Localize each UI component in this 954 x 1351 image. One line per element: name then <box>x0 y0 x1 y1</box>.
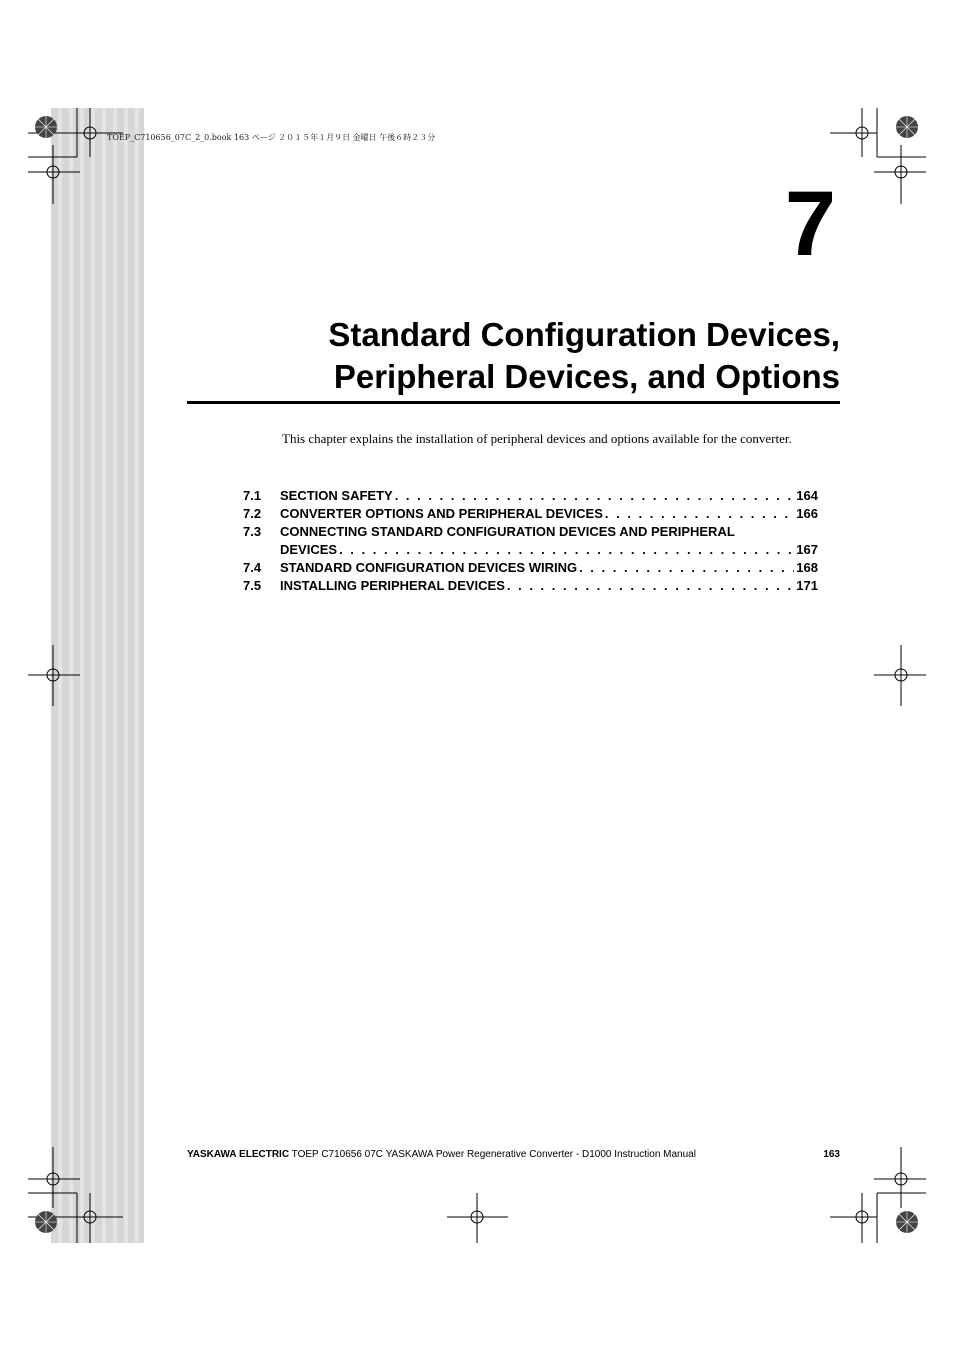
chapter-title <box>328 314 840 398</box>
toc-page: 166 <box>796 506 818 521</box>
chapter-title-line-1: Standard Configuration Devices, <box>328 316 840 353</box>
chapter-intro: This chapter explains the installation of peripheral devices and options available for the converter. <box>282 431 792 446</box>
toc-title: INSTALLING PERIPHERAL DEVICES <box>280 578 505 593</box>
toc-page: 167 <box>796 542 818 557</box>
toc-title: CONNECTING STANDARD CONFIGURATION DEVICES AND PERIPHERAL <box>280 524 735 539</box>
chapter-title-line-2: Peripheral Devices, and Options <box>333 358 840 395</box>
footer-brand: YASKAWA ELECTRIC <box>187 1149 290 1160</box>
toc-leader-dots <box>507 577 794 595</box>
footer-page-number: 163 <box>823 1149 840 1160</box>
toc-title: SECTION SAFETY <box>280 488 393 503</box>
toc-page: 168 <box>796 560 818 575</box>
toc-page: 164 <box>796 488 818 503</box>
toc-number: 7.2 <box>243 506 262 521</box>
toc-leader-dots <box>605 505 794 523</box>
toc-number: 7.1 <box>243 488 262 503</box>
toc-title: STANDARD CONFIGURATION DEVICES WIRING <box>280 560 578 575</box>
toc-leader-dots <box>395 487 795 505</box>
toc-number: 7.4 <box>243 560 262 575</box>
table-of-contents <box>243 487 818 595</box>
toc-number: 7.5 <box>243 578 262 593</box>
toc-entry-7-3[interactable] <box>243 523 818 559</box>
toc-entry-7-1[interactable] <box>243 487 818 505</box>
toc-leader-dots <box>579 559 794 577</box>
chapter-number: 7 <box>784 173 836 275</box>
toc-leader-dots <box>339 541 794 559</box>
page-footer <box>187 1149 840 1160</box>
toc-number: 7.3 <box>243 524 262 539</box>
toc-entry-7-5[interactable] <box>243 577 818 595</box>
footer-document-title: TOEP C710656 07C YASKAWA Power Regenerative Converter - D1000 Instruction Manual <box>291 1149 696 1160</box>
toc-entry-7-4[interactable] <box>243 559 818 577</box>
toc-entry-7-2[interactable] <box>243 505 818 523</box>
toc-page: 171 <box>796 578 818 593</box>
title-rule <box>187 401 840 404</box>
toc-title: CONVERTER OPTIONS AND PERIPHERAL DEVICES <box>280 506 603 521</box>
toc-title-continued: DEVICES <box>280 542 338 557</box>
print-header-slug: TOEP_C710656_07C_2_0.book 163 ページ ２０１５年１月９日 金曜日 午後６時２３分 <box>107 133 436 142</box>
